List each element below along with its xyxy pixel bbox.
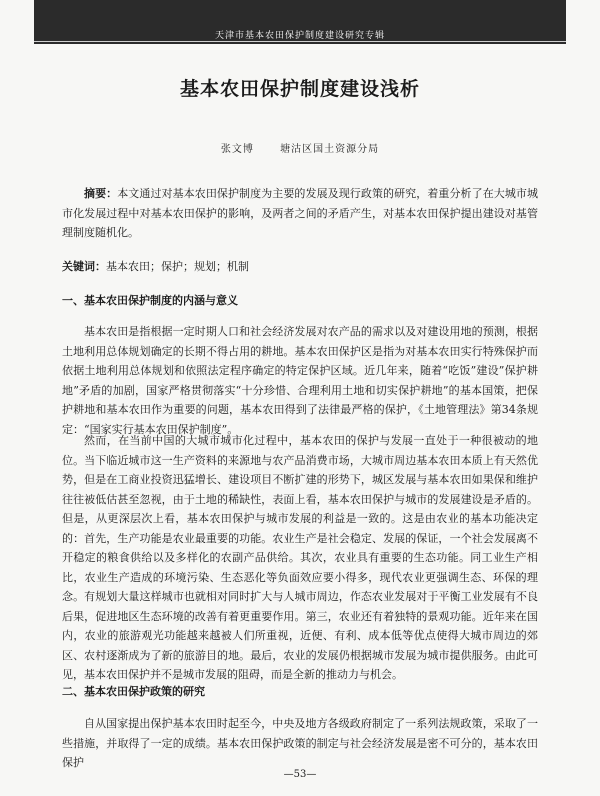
running-header — [34, 0, 566, 44]
keywords-label: 关键词： — [62, 260, 106, 273]
body-paragraph-2: 然而，在当前中国的大城市城市化过程中，基本农田的保护与发展一直处于一种很被动的地位。当下临近城市这一生产资料的来源地与农产品消费市场，大城市周边基本农田本质上有天然优势，但是在工商业投资迅猛增长、建设项目不断扩建的形势下，城区发展与基本农田如果保和维护往往被低估甚至忽视，由于土地的稀缺性，表面上看，基本农田保护与城市的发展建设是矛盾的。但是，从更深层次上看，基本农田保护与城市发展的利益是一致的。这是由农业的基本功能决定的：首先，生产功能是农业最重要的功能。农业生产是社会稳定、发展的保证，一个社会发展离不开稳定的粮食供给以及多样化的农副产品供给。其次，农业具有重要的生态功能。同工业生产相比，农业生产造成的环境污染、生态恶化等负面效应要小得多，现代农业更强调生态、环保的理念。有规划大量这样城市也就相对同时扩大与人城市周边，作态农业发展对于平衡工业发展有不良后果，促进地区生态环境的改善有着更重要作用。第三，农业还有着独特的景观功能。近年来在国内，农业的旅游观光功能越来越被人们所重视，近便、有利、成本低等优点使得大城市周边的郊区、农村逐渐成为了新的旅游目的地。最后，农业的发展仍根据城市发展为城市提供服务。由此可见，基本农田保护并不是城市发展的阻碍，而是全新的推动力与机会。 — [62, 434, 538, 681]
byline — [0, 140, 600, 155]
abstract — [62, 184, 538, 243]
running-title: 天津市基本农田保护制度建设研究专辑 — [214, 31, 385, 41]
author-affiliation: 塘沽区国土资源分局 — [280, 144, 380, 155]
author-name: 张文博 — [220, 144, 254, 155]
header-rule — [34, 41, 566, 42]
keywords — [62, 258, 538, 274]
keywords-text: 基本农田；保护；规划；机制 — [106, 260, 249, 273]
body-paragraph-3: 自从国家提出保护基本农田时起至今，中央及地方各级政府制定了一系列法规政策，采取了一些措施，并取得了一定的成绩。基本农田保护政策的制定与社会经济发展是密不可分的，基本农田保护 — [62, 717, 538, 769]
abstract-text: 本文通过对基本农田保护制度为主要的发展及现行政策的研究，着重分析了在大城市城市化发展过程中对基本农田保护的影响，及两者之间的矛盾产生，对基本农田保护提出建设对基管理制度随机化。 — [62, 187, 539, 239]
section-heading-2: 二、基本农田保护政策的研究 — [62, 685, 205, 698]
body-paragraph-1: 基本农田是指根据一定时期人口和社会经济发展对农产品的需求以及对建设用地的预测，根据土地利用总体规划确定的长期不得占用的耕地。基本农田保护区是指为对基本农田实行特殊保护而依据土地利用总体规划和依照法定程序确定的特定保护区域。近几年来，随着“吃饭”建设”保护耕地”矛盾的加剧，国家严格贯彻落实“十分珍惜、合理利用土地和切实保护耕地”的基本国策，把保护耕地和基本农田作为重要的问题，基本农田得到了法律最严格的保护，《土地管理法》第34条规定：“国家实行基本农田保护制度”。 — [62, 325, 538, 436]
article-title: 基本农田保护制度建设浅析 — [179, 78, 420, 100]
section-heading-1: 一、基本农田保护制度的内涵与意义 — [62, 294, 238, 307]
page-number: —53— — [283, 769, 317, 780]
abstract-label: 摘要： — [84, 187, 118, 200]
